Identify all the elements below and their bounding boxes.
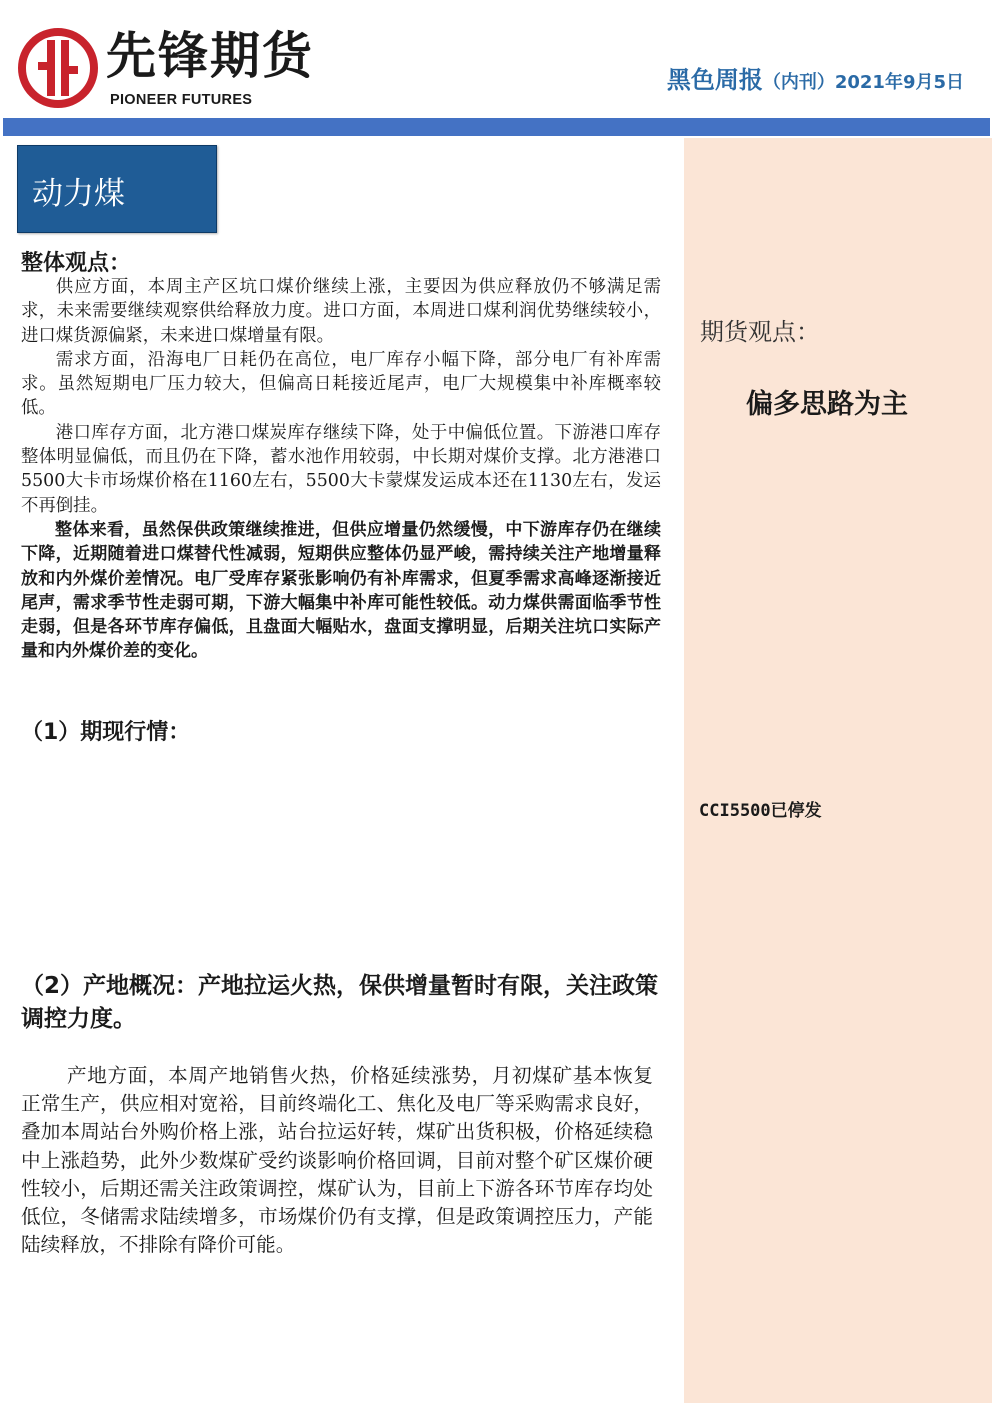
overall-view-body	[21, 275, 661, 664]
report-header	[0, 0, 992, 118]
logo-english-name: PIONEER FUTURES	[110, 92, 253, 108]
production-body	[21, 1062, 653, 1259]
section-title: 动力煤	[32, 176, 125, 212]
logo-chinese-name: 先锋期货	[106, 27, 314, 85]
demand-paragraph: 需求方面，沿海电厂日耗仍在高位，电厂库存小幅下降，部分电厂有补库需求。虽然短期电厂压力较大，但偏高日耗接近尾声，电厂大规模集中补库概率较低。	[21, 349, 661, 419]
summary-paragraph: 整体来看，虽然保供政策继续推进，但供应增量仍然缓慢，中下游库存仍在继续下降，近期随着进口煤替代性减弱，短期供应整体仍显严峻，需持续关注产地增量释放和内外煤价差情况。电厂受库存紧张影响仍有补库需求，但夏季需求高峰逐渐接近尾声，需求季节性走弱可期，下游大幅集中补库可能性较低。动力煤供需面临季节性走弱，但是各环节库存偏低，且盘面大幅贴水，盘面支撑明显，后期关注坑口实际产量和内外煤价差的变化。	[21, 519, 661, 662]
futures-view-label: 期货观点：	[700, 318, 820, 346]
overall-view-heading: 整体观点：	[21, 251, 132, 276]
report-title-main: 黑色周报	[666, 66, 763, 94]
pioneer-logo-icon	[18, 26, 98, 110]
port-inventory-paragraph: 港口库存方面，北方港口煤炭库存继续下降，处于中偏低位置。下游港口库存整体明显偏低，而且仍在下降，蓄水池作用较弱，中长期对煤价支撑。北方港港口5500大卡市场煤价格在1160左右，5500大卡蒙煤发运成本还在1130左右，发运不再倒挂。	[21, 422, 661, 516]
report-title	[667, 60, 964, 95]
report-title-date: （内刊）2021年9月5日	[762, 72, 964, 93]
market-heading: （1）期现行情：	[21, 720, 191, 745]
section-title-box	[17, 145, 217, 233]
header-divider	[3, 118, 990, 136]
production-paragraph: 产地方面，本周产地销售火热，价格延续涨势，月初煤矿基本恢复正常生产，供应相对宽裕，目前终端化工、焦化及电厂等采购需求良好，叠加本周站台外购价格上涨，站台拉运好转，煤矿出货积极，价格延续稳中上涨趋势，此外少数煤矿受约谈影响价格回调，目前对整个矿区煤价硬性较小，后期还需关注政策调控，煤矿认为，目前上下游各环节库存均处低位，冬储需求陆续增多，市场煤价仍有支撑，但是政策调控压力，产能陆续释放，不排除有降价可能。	[21, 1064, 653, 1257]
production-heading: （2）产地概况：产地拉运火热，保供增量暂时有限，关注政策调控力度。	[21, 973, 659, 1032]
cci-note: CCI5500已停发	[699, 801, 822, 821]
futures-view-value: 偏多思路为主	[746, 389, 908, 420]
supply-paragraph: 供应方面，本周主产区坑口煤价继续上涨，主要因为供应释放仍不够满足需求，未来需要继续观察供给释放力度。进口方面，本周进口煤利润优势继续较小，进口煤货源偏紧，未来进口煤增量有限。	[21, 277, 661, 346]
